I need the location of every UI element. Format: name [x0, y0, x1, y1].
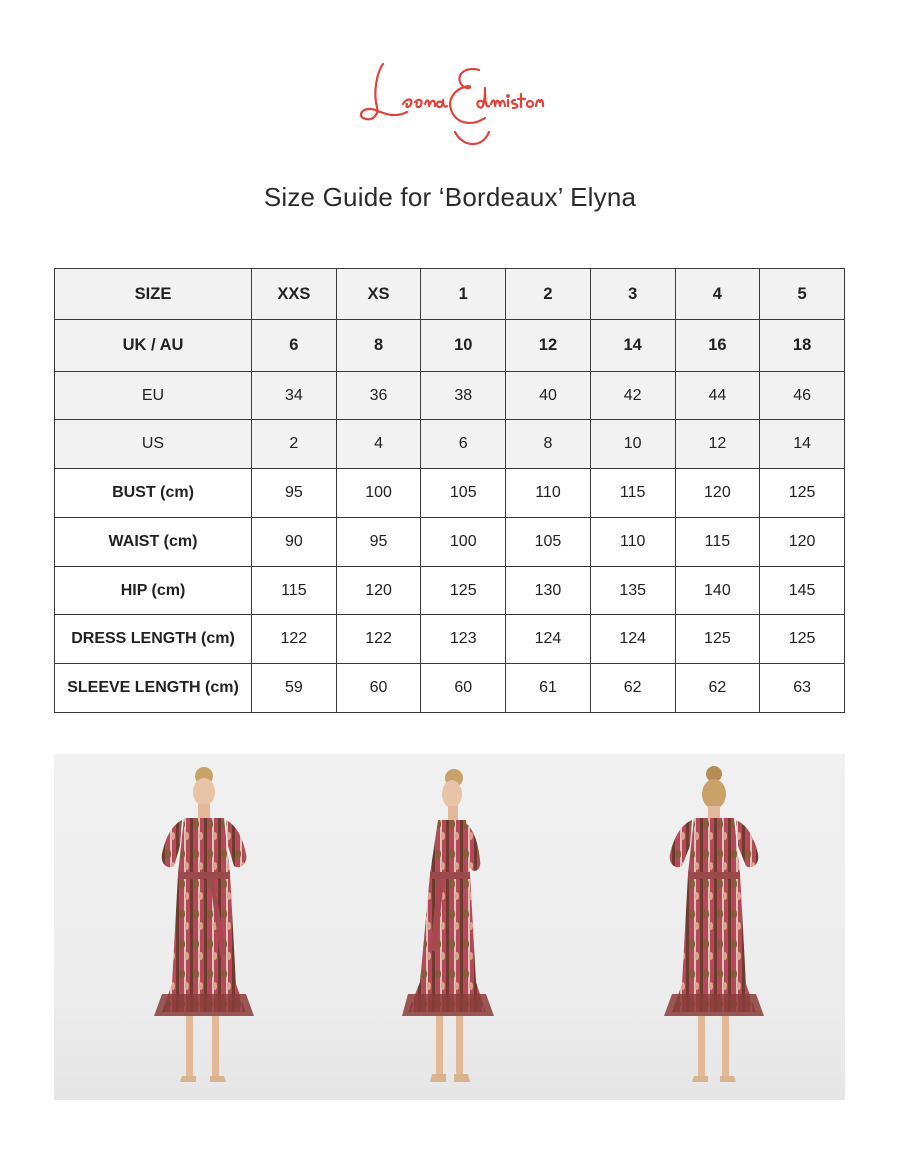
- table-cell: 135: [590, 566, 675, 615]
- row-label: SLEEVE LENGTH (cm): [55, 664, 252, 713]
- table-cell: 5: [760, 269, 845, 320]
- table-cell: 46: [760, 371, 845, 420]
- model-photo-back: [644, 754, 784, 1100]
- table-row-bust: [55, 469, 845, 518]
- brand-logo: [355, 52, 545, 152]
- table-cell: 6: [421, 420, 506, 469]
- model-photo-side: [390, 754, 510, 1100]
- table-cell: 44: [675, 371, 760, 420]
- table-cell: 100: [421, 517, 506, 566]
- table-cell: 145: [760, 566, 845, 615]
- table-row-hip: [55, 566, 845, 615]
- page-title: Size Guide for ‘Bordeaux’ Elyna: [263, 182, 637, 212]
- table-row-waist: [55, 517, 845, 566]
- table-cell: 16: [675, 320, 760, 371]
- table-cell: 60: [421, 664, 506, 713]
- table-cell: 110: [506, 469, 591, 518]
- table-cell: 62: [675, 664, 760, 713]
- table-cell: 115: [675, 517, 760, 566]
- table-cell: 130: [506, 566, 591, 615]
- table-cell: XXS: [252, 269, 337, 320]
- table-cell: 38: [421, 371, 506, 420]
- table-cell: 3: [590, 269, 675, 320]
- table-cell: 120: [675, 469, 760, 518]
- row-label: US: [55, 420, 252, 469]
- table-cell: 63: [760, 664, 845, 713]
- table-cell: 123: [421, 615, 506, 664]
- table-row-uk-au: [55, 320, 845, 371]
- table-cell: 59: [252, 664, 337, 713]
- table-cell: 115: [590, 469, 675, 518]
- leona-edmiston-signature-icon: [355, 52, 545, 152]
- table-cell: 34: [252, 371, 337, 420]
- row-label: BUST (cm): [55, 469, 252, 518]
- table-cell: 6: [252, 320, 337, 371]
- table-cell: 105: [506, 517, 591, 566]
- table-cell: 12: [675, 420, 760, 469]
- table-cell: XS: [336, 269, 421, 320]
- table-cell: 122: [336, 615, 421, 664]
- table-row-us: [55, 420, 845, 469]
- table-cell: 140: [675, 566, 760, 615]
- table-cell: 8: [506, 420, 591, 469]
- table-cell: 62: [590, 664, 675, 713]
- table-row-dress-length: [55, 615, 845, 664]
- table-cell: 124: [590, 615, 675, 664]
- table-cell: 120: [336, 566, 421, 615]
- table-cell: 125: [760, 469, 845, 518]
- table-cell: 14: [590, 320, 675, 371]
- table-cell: 2: [252, 420, 337, 469]
- table-cell: 122: [252, 615, 337, 664]
- table-cell: 90: [252, 517, 337, 566]
- row-label: WAIST (cm): [55, 517, 252, 566]
- table-cell: 120: [760, 517, 845, 566]
- table-cell: 36: [336, 371, 421, 420]
- dress-front-view-icon: [134, 754, 274, 1100]
- table-cell: 61: [506, 664, 591, 713]
- table-cell: 42: [590, 371, 675, 420]
- table-row-size: [55, 269, 845, 320]
- row-label: HIP (cm): [55, 566, 252, 615]
- table-cell: 2: [506, 269, 591, 320]
- table-cell: 18: [760, 320, 845, 371]
- table-cell: 8: [336, 320, 421, 371]
- table-row-eu: [55, 371, 845, 420]
- row-label: EU: [55, 371, 252, 420]
- table-cell: 40: [506, 371, 591, 420]
- table-cell: 60: [336, 664, 421, 713]
- table-cell: 4: [675, 269, 760, 320]
- table-cell: 12: [506, 320, 591, 371]
- row-label: SIZE: [55, 269, 252, 320]
- table-cell: 105: [421, 469, 506, 518]
- table-cell: 14: [760, 420, 845, 469]
- table-cell: 124: [506, 615, 591, 664]
- table-cell: 95: [252, 469, 337, 518]
- row-label: DRESS LENGTH (cm): [55, 615, 252, 664]
- table-cell: 110: [590, 517, 675, 566]
- table-cell: 125: [675, 615, 760, 664]
- table-cell: 115: [252, 566, 337, 615]
- table-cell: 10: [590, 420, 675, 469]
- product-photo-strip: [54, 754, 845, 1100]
- dress-side-view-icon: [390, 754, 510, 1100]
- table-cell: 100: [336, 469, 421, 518]
- size-guide-table: [54, 268, 845, 713]
- row-label: UK / AU: [55, 320, 252, 371]
- table-cell: 125: [421, 566, 506, 615]
- table-cell: 10: [421, 320, 506, 371]
- dress-back-view-icon: [644, 754, 784, 1100]
- model-photo-front: [134, 754, 274, 1100]
- table-cell: 95: [336, 517, 421, 566]
- table-cell: 1: [421, 269, 506, 320]
- table-cell: 125: [760, 615, 845, 664]
- table-cell: 4: [336, 420, 421, 469]
- table-row-sleeve-length: [55, 664, 845, 713]
